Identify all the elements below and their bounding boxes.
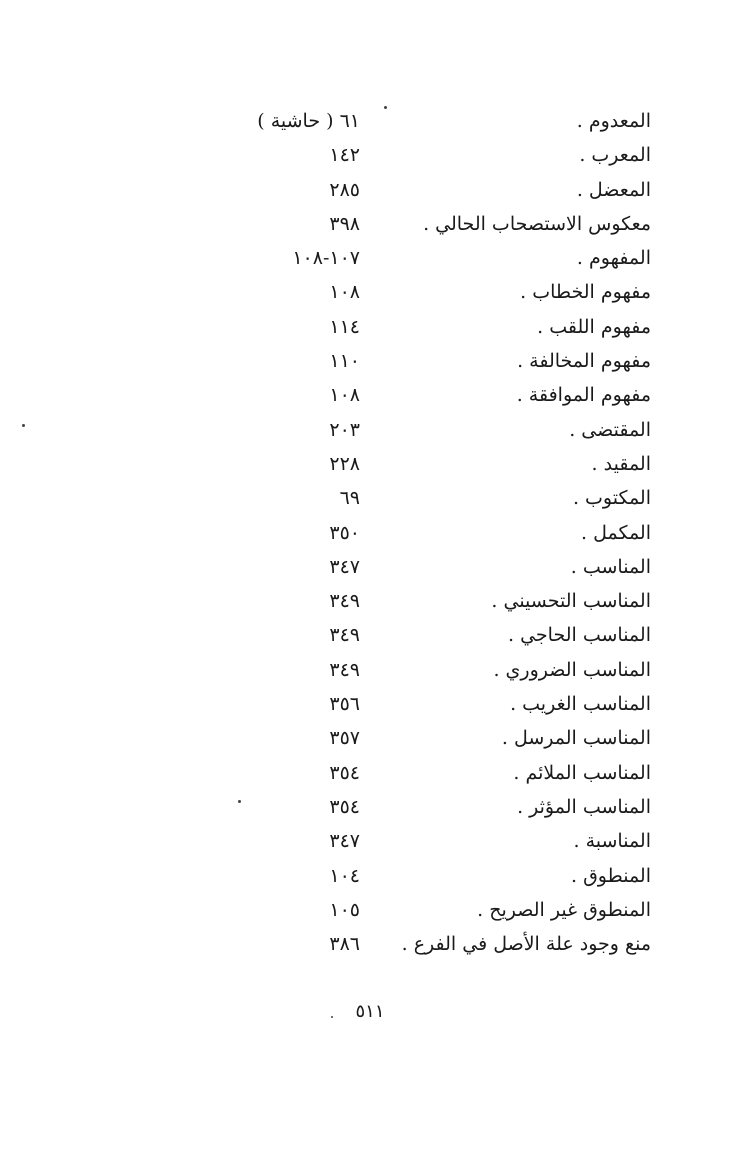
index-page-reference: ٣٥٦	[329, 693, 360, 716]
index-term: المقيد .	[591, 452, 651, 475]
index-page-reference: ٣٥٤	[329, 795, 360, 818]
index-page-reference: ٣٥٧	[329, 727, 360, 750]
index-entry	[0, 550, 755, 584]
index-list	[0, 104, 755, 961]
index-entry	[0, 618, 755, 652]
index-page-reference: ٣٤٩	[329, 624, 360, 647]
index-entry	[0, 207, 755, 241]
index-term: مفهوم المخالفة .	[517, 350, 651, 373]
index-entry	[0, 790, 755, 824]
index-term: المناسب المؤثر .	[517, 795, 651, 818]
page-number: ٥١١	[355, 1001, 385, 1022]
index-entry	[0, 481, 755, 515]
index-term: المناسب المرسل .	[501, 727, 651, 750]
index-page-reference: ١٠٥	[329, 898, 360, 921]
index-term: المكتوب .	[572, 487, 651, 510]
index-entry	[0, 721, 755, 755]
index-entry	[0, 241, 755, 275]
index-term: المفهوم .	[576, 247, 651, 270]
index-term: المعضل .	[576, 178, 651, 201]
index-term: المقتضى .	[569, 418, 651, 441]
index-entry	[0, 104, 755, 138]
index-entry	[0, 756, 755, 790]
index-term: المعرب .	[579, 144, 651, 167]
index-entry	[0, 413, 755, 447]
index-page-reference: ١١٤	[329, 315, 360, 338]
index-page-reference: ٦١ ( حاشية )	[257, 110, 360, 132]
index-entry	[0, 584, 755, 618]
index-page-reference: ٢٢٨	[329, 452, 360, 475]
index-term: المناسب الضروري .	[493, 658, 651, 681]
index-page-reference: ٣٤٩	[329, 658, 360, 681]
index-page-reference: ١٠٨	[329, 384, 360, 407]
index-term: المناسب الحاجي .	[508, 624, 651, 647]
index-page-reference: ١٤٢	[329, 144, 360, 167]
index-entry	[0, 138, 755, 172]
index-entry	[0, 516, 755, 550]
index-entry	[0, 687, 755, 721]
index-entry	[0, 173, 755, 207]
index-page-reference: ١٠٧-١٠٨	[292, 247, 360, 270]
index-page-reference: ٣٥٤	[329, 761, 360, 784]
index-entry	[0, 447, 755, 481]
index-page-reference: ٣٥٠	[329, 521, 360, 544]
index-page-reference: ٣٤٩	[329, 590, 360, 613]
index-entry	[0, 927, 755, 961]
index-page-reference: ٣٤٧	[329, 555, 360, 578]
index-term: مفهوم الموافقة .	[516, 384, 651, 407]
index-term: معكوس الاستصحاب الحالي .	[423, 212, 651, 235]
index-page-reference: ٢٠٣	[329, 418, 360, 441]
index-page-reference: ٣٩٨	[329, 212, 360, 235]
index-entry	[0, 378, 755, 412]
index-entry	[0, 893, 755, 927]
index-page-reference: ١١٠	[329, 350, 360, 373]
index-term: المناسب الغريب .	[510, 693, 651, 716]
index-page-reference: ٣٤٧	[329, 830, 360, 853]
index-entry	[0, 859, 755, 893]
index-term: المعدوم .	[576, 110, 651, 132]
index-term: المنطوق غير الصريح .	[477, 898, 651, 921]
index-entry	[0, 275, 755, 309]
index-term: المناسبة .	[573, 830, 651, 853]
index-entry	[0, 653, 755, 687]
ink-speck	[331, 1016, 333, 1018]
index-page-reference: ٦٩	[339, 487, 360, 510]
index-entry	[0, 824, 755, 858]
index-term: المكمل .	[581, 521, 651, 544]
index-term: منع وجود علة الأصل في الفرع .	[401, 933, 651, 956]
index-term: المناسب التحسيني .	[491, 590, 651, 613]
index-page-reference: ١٠٤	[329, 864, 360, 887]
index-term: مفهوم اللقب .	[537, 315, 651, 338]
index-term: مفهوم الخطاب .	[520, 281, 651, 304]
index-entry	[0, 344, 755, 378]
index-page-reference: ٣٨٦	[329, 933, 360, 956]
index-term: المناسب .	[570, 555, 651, 578]
index-term: المناسب الملائم .	[513, 761, 651, 784]
index-term: المنطوق .	[570, 864, 651, 887]
index-page-reference: ١٠٨	[329, 281, 360, 304]
index-page-reference: ٢٨٥	[329, 178, 360, 201]
index-entry	[0, 310, 755, 344]
